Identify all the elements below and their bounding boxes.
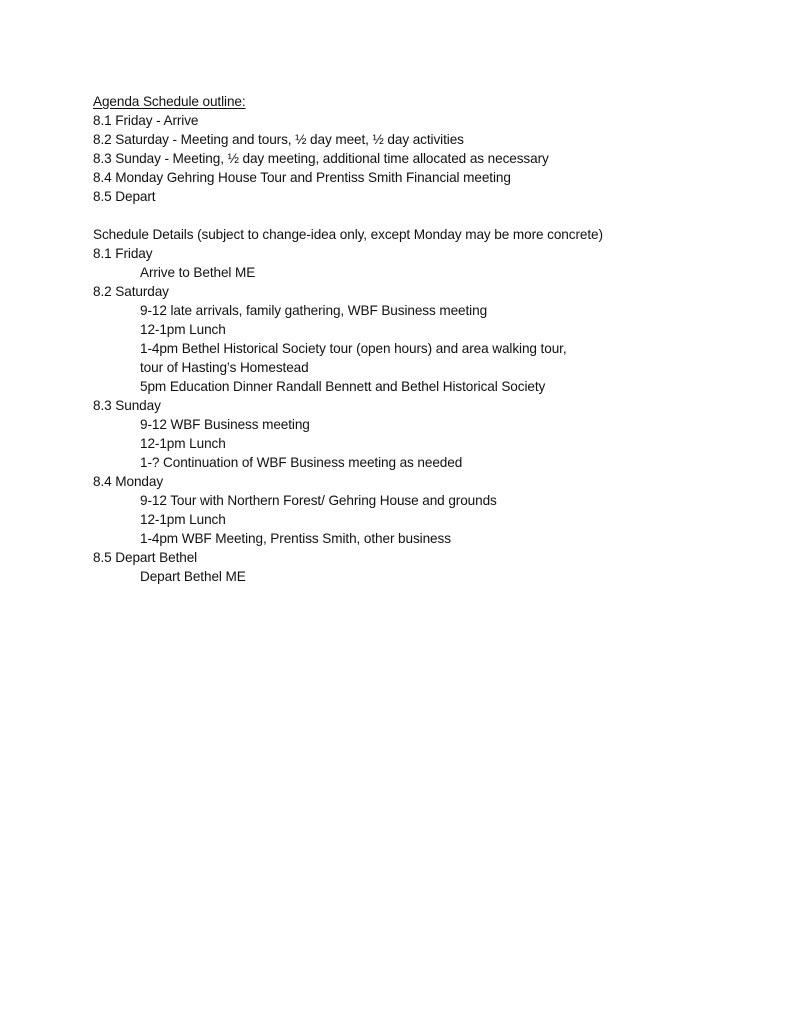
outline-item: 8.1 Friday - Arrive xyxy=(93,113,199,128)
details-heading: Schedule Details (subject to change-idea only, except Monday may be more concrete) xyxy=(93,227,603,242)
schedule-entry: 1-4pm Bethel Historical Society tour (open hours) and area walking tour, xyxy=(140,341,567,356)
schedule-entry: 5pm Education Dinner Randall Bennett and Bethel Historical Society xyxy=(140,379,546,394)
outline-item: 8.3 Sunday - Meeting, ½ day meeting, additional time allocated as necessary xyxy=(93,151,549,166)
document-page xyxy=(93,92,773,586)
schedule-entry: 9-12 Tour with Northern Forest/ Gehring House and grounds xyxy=(140,493,497,508)
day-label-depart: 8.5 Depart Bethel xyxy=(93,550,198,565)
schedule-entry: 1-4pm WBF Meeting, Prentiss Smith, other business xyxy=(140,531,451,546)
day-label-sunday: 8.3 Sunday xyxy=(93,398,161,413)
schedule-entry: 12-1pm Lunch xyxy=(140,512,226,527)
spacer xyxy=(93,206,773,225)
schedule-entry: 9-12 late arrivals, family gathering, WBF Business meeting xyxy=(140,303,488,318)
day-label-monday: 8.4 Monday xyxy=(93,474,164,489)
outline-item: 8.2 Saturday - Meeting and tours, ½ day meet, ½ day activities xyxy=(93,132,464,147)
schedule-entry: tour of Hasting’s Homestead xyxy=(140,360,309,375)
schedule-entry: 9-12 WBF Business meeting xyxy=(140,417,310,432)
schedule-entry: 12-1pm Lunch xyxy=(140,436,226,451)
schedule-entry: 1-? Continuation of WBF Business meeting as needed xyxy=(140,455,463,470)
outline-heading: Agenda Schedule outline: xyxy=(93,94,246,109)
outline-item: 8.5 Depart xyxy=(93,189,156,204)
day-label-friday: 8.1 Friday xyxy=(93,246,153,261)
schedule-entry: Arrive to Bethel ME xyxy=(140,265,256,280)
day-label-saturday: 8.2 Saturday xyxy=(93,284,169,299)
schedule-entry: Depart Bethel ME xyxy=(140,569,246,584)
outline-item: 8.4 Monday Gehring House Tour and Prentiss Smith Financial meeting xyxy=(93,170,511,185)
schedule-entry: 12-1pm Lunch xyxy=(140,322,226,337)
